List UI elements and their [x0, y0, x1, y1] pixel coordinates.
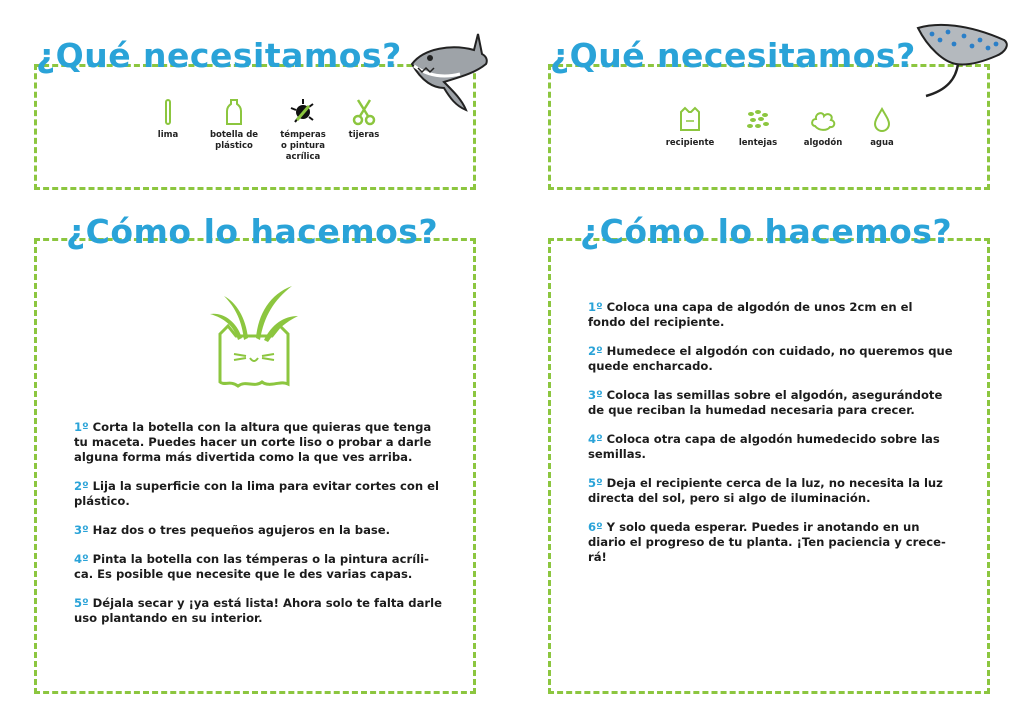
scissors-icon [350, 98, 378, 126]
left-how-title: ¿Cómo lo hacemos? [66, 212, 439, 251]
material-label: témperas o pintura acrílica [280, 130, 326, 162]
right-materials-title: ¿Qué necesitamos? [550, 36, 916, 75]
step-number: 5º [588, 476, 603, 490]
material-label: algodón [803, 138, 843, 148]
step-text: Y solo queda esperar. Puedes ir anotando en un diario el progreso de tu planta. ¡Ten paciencia y crece-rá! [588, 520, 946, 564]
step [588, 388, 954, 418]
water-drop-icon [868, 106, 896, 134]
shark-icon [404, 26, 492, 114]
step [588, 344, 954, 374]
step-text: Coloca otra capa de algodón humedecido sobre las semillas. [588, 432, 940, 461]
stingray-icon [908, 18, 1018, 104]
step-number: 4º [74, 552, 89, 566]
material-item [798, 106, 848, 149]
step-number: 1º [74, 420, 89, 434]
step-text: Haz dos o tres pequeños agujeros en la base. [88, 523, 391, 537]
step [74, 523, 446, 538]
step-number: 1º [588, 300, 603, 314]
material-item [146, 98, 190, 141]
step [74, 552, 446, 582]
step [588, 476, 954, 506]
material-label: lima [157, 130, 179, 140]
step-number: 4º [588, 432, 603, 446]
step-text: Deja el recipiente cerca de la luz, no necesita la luz directa del sol, pero si algo de iluminación. [588, 476, 943, 505]
left-steps [74, 420, 446, 640]
step [74, 479, 446, 509]
step [74, 420, 446, 465]
step-text: Pinta la botella con las témperas o la pintura acríli-ca. Es posible que necesite que le des varias capas. [74, 552, 429, 581]
cat-planter-icon [206, 284, 302, 390]
step-text: Coloca las semillas sobre el algodón, asegurándote de que reciban la humedad necesaria para crecer. [588, 388, 943, 417]
material-item [344, 98, 384, 141]
step-text: Coloca una capa de algodón de unos 2cm en el fondo del recipiente. [588, 300, 913, 329]
material-item [206, 98, 262, 152]
step-text: Corta la botella con la altura que quieras que tenga tu maceta. Puedes hacer un corte liso o probar a darle alguna forma más divertida como la que ves arriba. [74, 420, 432, 464]
step-number: 6º [588, 520, 603, 534]
nail-file-icon [154, 98, 182, 126]
step-number: 3º [588, 388, 603, 402]
right-steps [588, 300, 954, 579]
left-materials-title: ¿Qué necesitamos? [36, 36, 402, 75]
material-label: agua [870, 138, 894, 148]
paint-splash-icon [289, 98, 317, 126]
material-label: recipiente [665, 138, 715, 148]
material-label: botella de plástico [209, 130, 259, 151]
material-label: tijeras [348, 130, 380, 140]
material-item [864, 106, 900, 149]
lentils-icon [744, 106, 772, 134]
step [588, 300, 954, 330]
step [588, 432, 954, 462]
material-item [734, 106, 782, 149]
plastic-bottle-icon [220, 98, 248, 126]
container-icon [676, 106, 704, 134]
material-item [662, 106, 718, 149]
step-number: 5º [74, 596, 89, 610]
right-how-title: ¿Cómo lo hacemos? [580, 212, 953, 251]
step-number: 2º [588, 344, 603, 358]
step-text: Déjala secar y ¡ya está lista! Ahora solo te falta darle uso plantando en su interior. [74, 596, 442, 625]
step-number: 2º [74, 479, 89, 493]
material-label: lentejas [738, 138, 778, 148]
cotton-icon [809, 106, 837, 134]
step [588, 520, 954, 565]
material-item [278, 98, 328, 163]
left-materials-list [138, 98, 392, 163]
step-number: 3º [74, 523, 89, 537]
step-text: Lija la superficie con la lima para evitar cortes con el plástico. [74, 479, 439, 508]
step-text: Humedece el algodón con cuidado, no queremos que quede encharcado. [588, 344, 953, 373]
step [74, 596, 446, 626]
right-materials-list [654, 106, 908, 149]
